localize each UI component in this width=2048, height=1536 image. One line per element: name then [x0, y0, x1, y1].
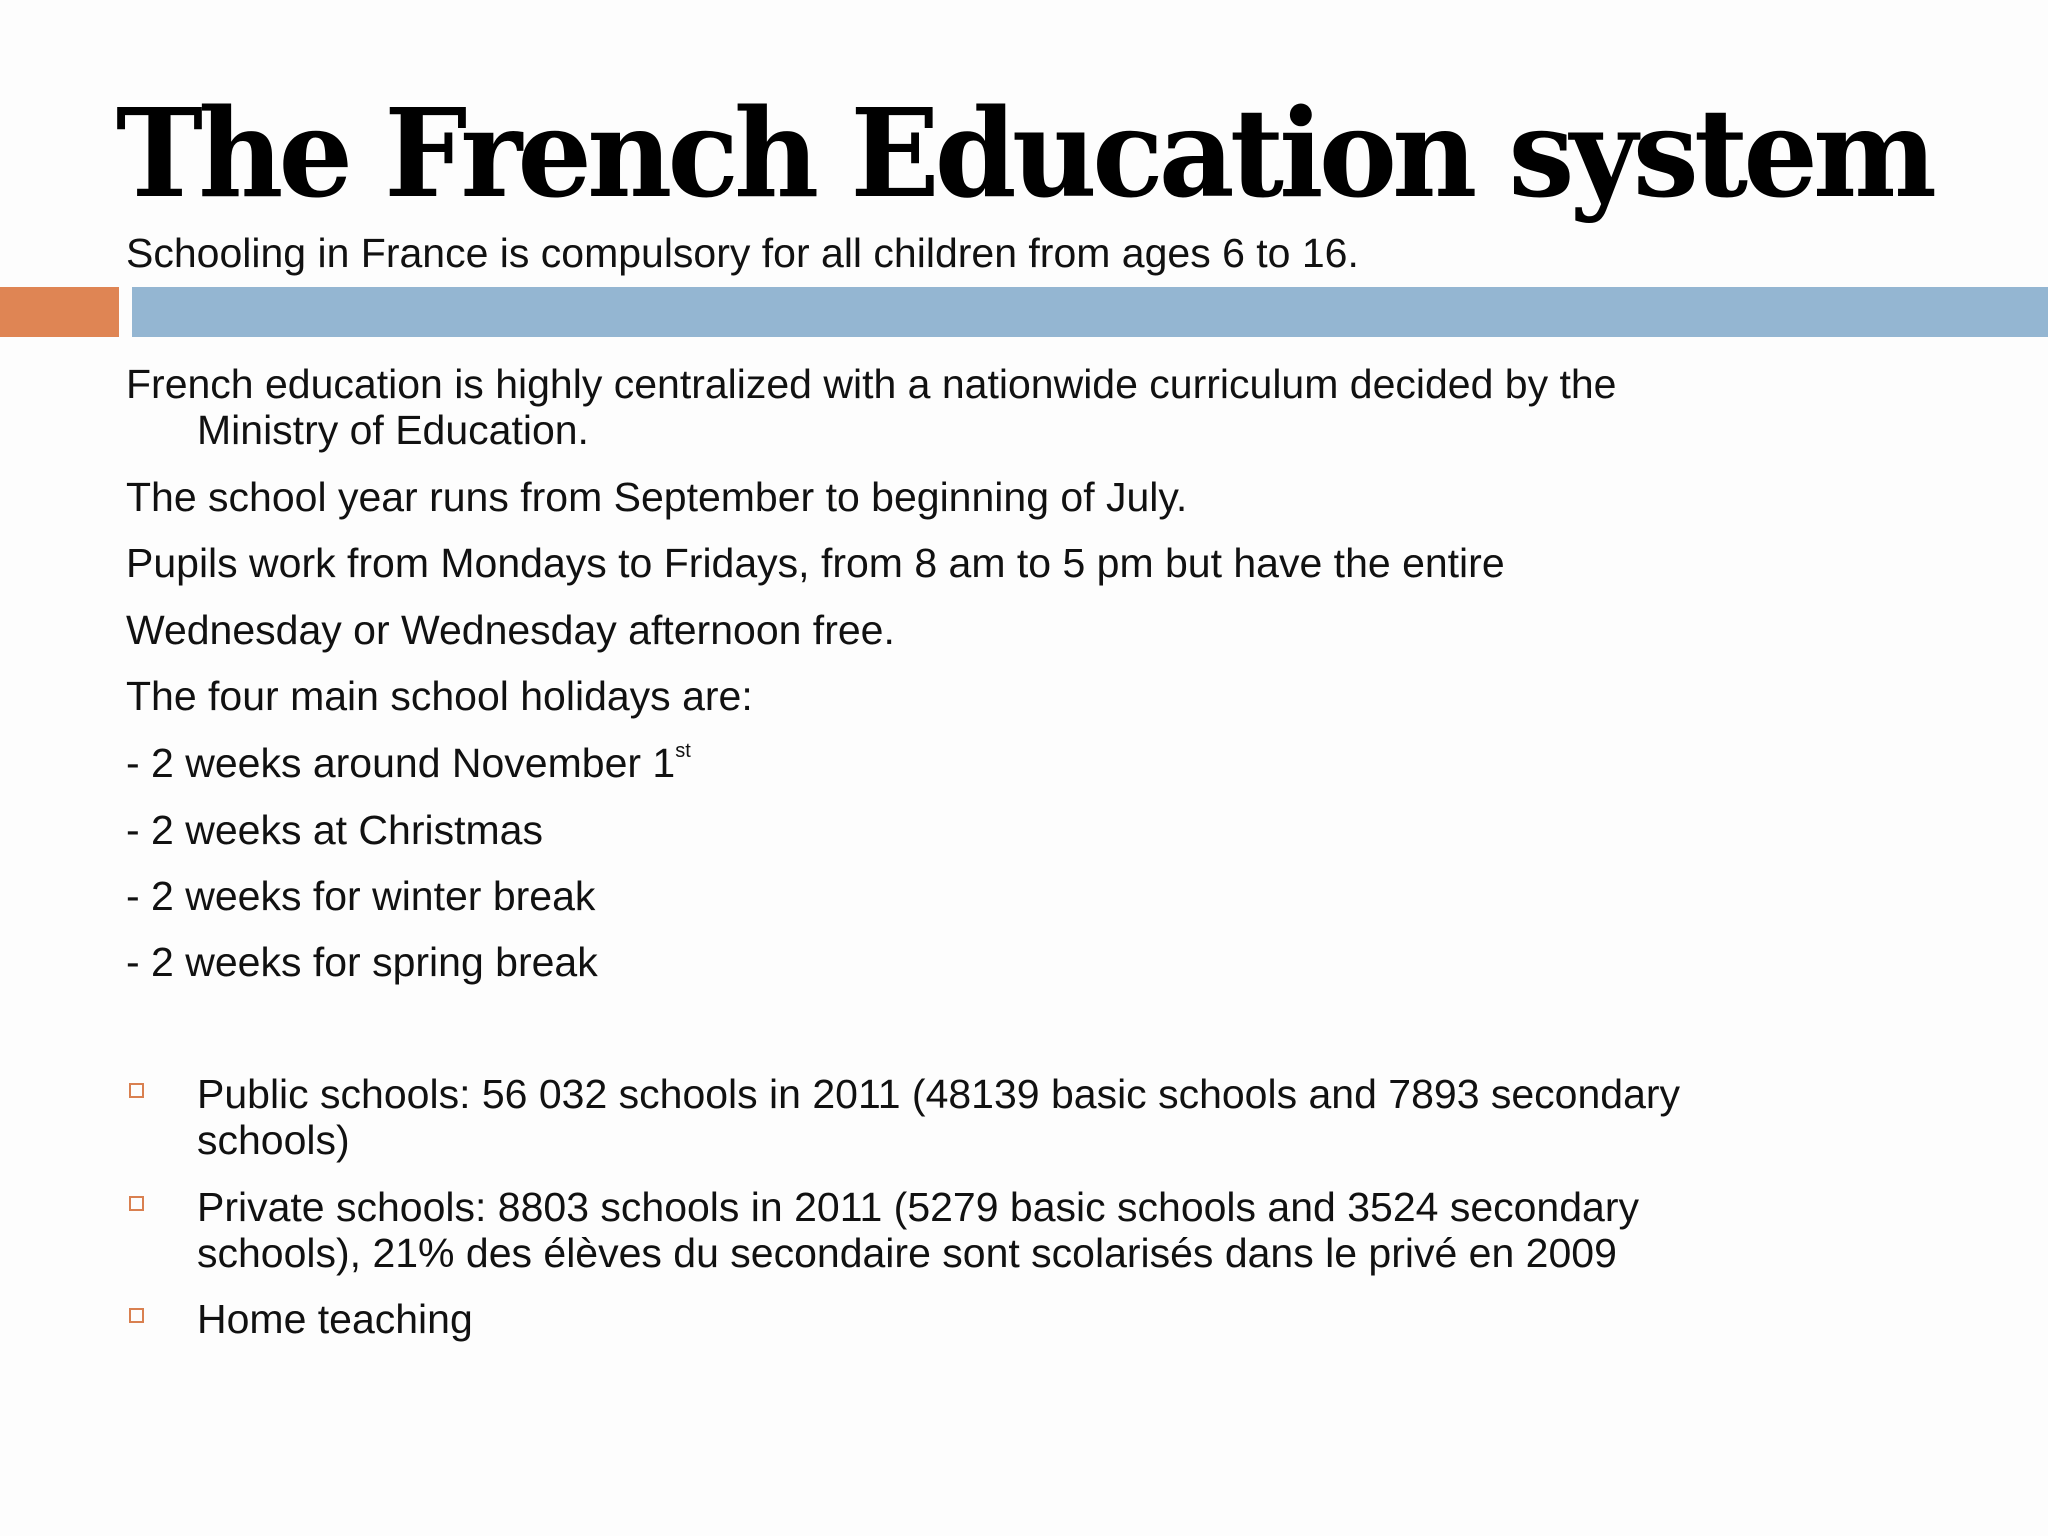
holiday-item: - 2 weeks at Christmas	[126, 807, 543, 853]
accent-bar-orange	[0, 287, 119, 337]
paragraph-holidays-intro: The four main school holidays are:	[126, 673, 753, 719]
slide-title: The French Education system	[115, 81, 1933, 225]
holiday-item: - 2 weeks for winter break	[126, 873, 596, 919]
paragraph-line-continued: Ministry of Education.	[197, 407, 589, 453]
hollow-square-bullet-icon	[129, 1308, 144, 1323]
bullet-home-teaching	[126, 1296, 473, 1342]
paragraph-school-week-line2: Wednesday or Wednesday afternoon free.	[126, 607, 895, 653]
bullet-private-schools	[126, 1184, 1639, 1276]
slide-subtitle: Schooling in France is compulsory for all children from ages 6 to 16.	[126, 230, 1359, 276]
paragraph-school-week-line1: Pupils work from Mondays to Fridays, from 8 am to 5 pm but have the entire	[126, 540, 1505, 586]
hollow-square-bullet-icon	[129, 1083, 144, 1098]
holiday-item	[126, 740, 691, 786]
paragraph-school-year: The school year runs from September to beginning of July.	[126, 474, 1188, 520]
hollow-square-bullet-icon	[129, 1196, 144, 1211]
bullet-line: Public schools: 56 032 schools in 2011 (48139 basic schools and 7893 secondary	[197, 1071, 1681, 1117]
bullet-public-schools	[126, 1071, 1680, 1163]
paragraph-centralized	[126, 361, 1616, 453]
holiday-item-text: - 2 weeks around November 1	[126, 740, 676, 786]
accent-bar-blue	[132, 287, 2048, 337]
holiday-item: - 2 weeks for spring break	[126, 939, 598, 985]
bullet-line: Home teaching	[197, 1296, 473, 1342]
holiday-item-superscript: st	[675, 740, 691, 762]
bullet-line-continued: schools), 21% des élèves du secondaire sont scolarisés dans le privé en 2009	[197, 1230, 1617, 1276]
bullet-line: Private schools: 8803 schools in 2011 (5279 basic schools and 3524 secondary	[197, 1184, 1639, 1230]
bullet-line-continued: schools)	[197, 1117, 350, 1163]
paragraph-line: French education is highly centralized with a nationwide curriculum decided by the	[126, 361, 1617, 407]
